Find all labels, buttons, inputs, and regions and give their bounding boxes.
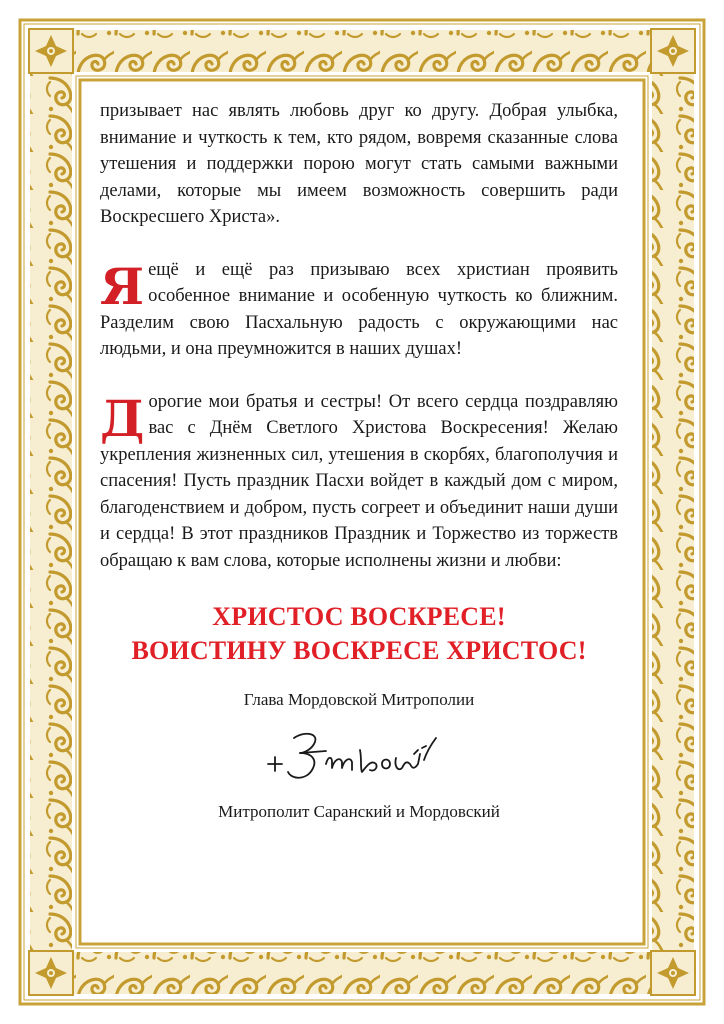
handwritten-signature (264, 724, 454, 794)
easter-greeting (100, 600, 618, 668)
greeting-line-2: ВОИСТИНУ ВОСКРЕСЕ ХРИСТОС! (131, 636, 587, 665)
signature-name: Митрополит Саранский и Мордовский (218, 802, 500, 821)
paragraph-1 (100, 98, 618, 231)
paragraph-2 (100, 257, 618, 363)
letter-body (100, 98, 618, 822)
paragraph-3 (100, 389, 618, 575)
dropcap-de: Д (100, 388, 145, 448)
paragraph-2-text: ещё и ещё раз призываю всех христиан проявить особенное внимание и особенную чуткость ко ближним. Разделим свою Пасхальную радость с окружающими нас людьми, и она преумножится в наших душах! (100, 259, 618, 359)
signature-title: Глава Мордовской Митрополии (243, 690, 475, 709)
greeting-line-1: ХРИСТОС ВОСКРЕСЕ! (212, 602, 506, 631)
paragraph-3-text: орогие мои братья и сестры! От всего сердца поздравляю вас с Днём Светлого Христова Воскресения! Желаю укрепления жизненных сил, утешения в скорбях, благополучия и спасения! Пусть праздник Пасхи войдет в каждый дом с миром, благоденствием и добром, пусть согреет и объединит наши души и сердца! В этот праздников Праздник и Торжество из торжеств обращаю к вам слова, которые исполнены жизни и любви: (100, 391, 618, 571)
paragraph-1-text: призывает нас являть любовь друг ко другу. Добрая улыбка, внимание и чуткость к тем, кто рядом, вовремя сказанные слова утешения и поддержки порою могут стать самыми важными делами, которые мы имеем возможность совершить ради Воскресшего Христа». (100, 101, 618, 227)
dropcap-ya: Я (100, 256, 145, 316)
